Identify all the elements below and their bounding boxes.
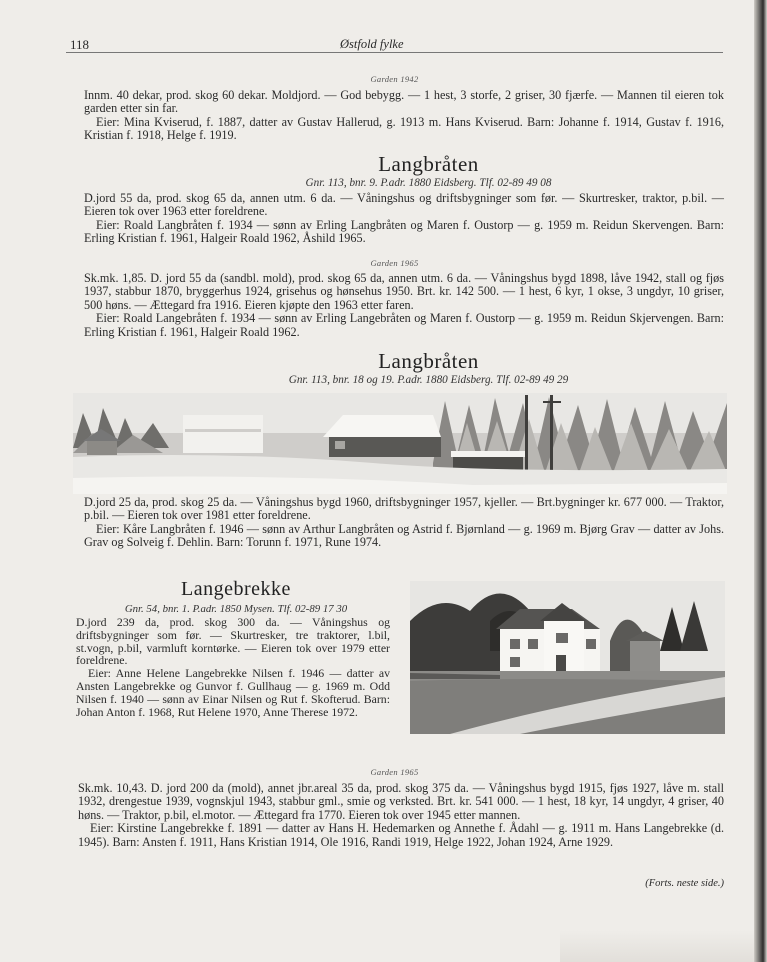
- page-edge-shadow: [560, 930, 754, 962]
- continued-note: (Forts. neste side.): [645, 878, 724, 889]
- paragraph: Innm. 40 dekar, prod. skog 60 dekar. Moldjord. — God bebygg. — 1 hest, 3 storfe, 2 griser, 30 fjærfe. — Mannen til eieren tok garden etter sin far.: [84, 88, 724, 116]
- paragraph: Sk.mk. 1,85. D. jord 55 da (sandbl. mold), prod. skog 65 da, annen utm. 6 da. — Våningshus bygd 1898, låve 1942, stall og fjøs 1937, stabbur 1870, bryggerhus 1924, grisehus og hønsehus 1950. Brt. kr. 142 500. — 1 hest, 6 kyr, 1 okse, 3 ungdyr, 10 griser, 500 høns. — Ættegard fra 1916. Eieren kjøpte den 1963 etter faren.: [84, 271, 724, 312]
- langbraten-2-text: [84, 496, 724, 550]
- photo-langbraten-winter: [73, 393, 727, 494]
- farm-title-langebrekke: Langebrekke: [181, 578, 291, 600]
- paragraph: Eier: Roald Langbråten f. 1934 — sønn av Erling Langbråten og Maren f. Oustorp — g. 1959 m. Reidun Skervengen. Barn: Erling Kristian f. 1961, Halgeir Roald 1962, Åshild 1965.: [84, 217, 724, 246]
- paragraph: Eier: Anne Helene Langebrekke Nilsen f. 1946 — datter av Ansten Langebrekke og Gunvor f. Gullhaug — g. 1969 m. Odd Nilsen f. 1940 — sønn av Einar Nilsen og Rut f. Skofterud. Barn: Johan Anton f. 1968, Rut Helene 1970, Anne Therese 1972.: [76, 666, 390, 719]
- caption-garden-1942: Garden 1942: [370, 74, 419, 84]
- running-title: Østfold fylke: [340, 37, 404, 51]
- paragraph: D.jord 25 da, prod. skog 25 da. — Våningshus bygd 1960, driftsbygninger 1957, kjeller. — Brt.bygninger kr. 677 000. — Traktor, p.bil. — Eieren tok over 1981 etter foreldrene.: [84, 495, 724, 523]
- paragraph: Eier: Mina Kviserud, f. 1887, datter av Gustav Hallerud, g. 1913 m. Hans Kviserud. Barn: Johanne f. 1914, Gustav f. 1916, Kristian f. 1918, Helge f. 1919.: [84, 114, 724, 143]
- paragraph: Eier: Roald Langebråten f. 1934 — sønn av Erling Langebråten og Maren f. Oustorp — g. 1959 m. Reidun Skjervengen. Barn: Erling Kristian f. 1961, Halgeir Roald 1962.: [84, 311, 724, 339]
- paragraph: D.jord 239 da, prod. skog 300 da. — Våningshus og driftsbygninger som før. — Skurtresker, tre traktorer, l.bil, st.vogn, p.bil, varmluft korntørke. — Eieren tok over 1979 etter foreldrene.: [76, 615, 390, 668]
- langebrekke-1965-text: [78, 782, 724, 849]
- farm-subtitle-langebrekke: Gnr. 54, bnr. 1. P.adr. 1850 Mysen. Tlf. 02-89 17 30: [124, 603, 348, 615]
- garden-1942-text: [84, 89, 724, 143]
- farm-subtitle-langbraten-2: Gnr. 113, bnr. 18 og 19. P.adr. 1880 Eidsberg. Tlf. 02-89 49 29: [288, 374, 569, 386]
- photo-langebrekke: [410, 581, 725, 734]
- caption-garden-1965: Garden 1965: [370, 258, 419, 268]
- book-spine: [754, 0, 767, 962]
- farm-title-langbraten-1: Langbråten: [378, 152, 479, 176]
- farm-title-langbraten-2: Langbråten: [378, 349, 479, 373]
- header-rule: [66, 52, 723, 53]
- page-number: 118: [70, 37, 90, 52]
- paragraph: Eier: Kåre Langbråten f. 1946 — sønn av Arthur Langbråten og Astrid f. Bjørnland — g. 1969 m. Bjørg Grav — datter av Johs. Grav og Solveig f. Dehlin. Barn: Torunn f. 1971, Rune 1974.: [84, 521, 724, 550]
- paragraph: Sk.mk. 10,43. D. jord 200 da (mold), annet jbr.areal 35 da, prod. skog 375 da. — Våningshus bygd 1915, fjøs 1927, låve m. stall 1932, drengestue 1939, vognskjul 1943, stabbur gml., smie og verksted. Brt. kr. 541 000. — 1 hest, 18 kyr, 14 ungdyr, 4 griser, 40 høns. — Traktor, p.bil, el.motor. — Ættegard fra 1770. Eieren tok over 1945 etter mannen.: [78, 781, 724, 822]
- caption-garden-1965-langebrekke: Garden 1965: [370, 767, 419, 777]
- farm-subtitle-langbraten-1: Gnr. 113, bnr. 9. P.adr. 1880 Eidsberg. Tlf. 02-89 49 08: [305, 177, 552, 189]
- langebrekke-text: [76, 616, 390, 718]
- langbraten-1-1965-text: [84, 272, 724, 339]
- paragraph: Eier: Kirstine Langebrekke f. 1891 — datter av Hans H. Hedemarken og Annethe f. Ådahl — g. 1911 m. Hans Langebrekke (d. 1945). Barn: Ansten f. 1911, Hans Kristian 1914, Ole 1916, Randi 1919, Helge 1922, Johan 1924, Arne 1929.: [78, 821, 724, 849]
- paragraph: D.jord 55 da, prod. skog 65 da, annen utm. 6 da. — Våningshus og driftsbygninger som før. — Skurtresker, traktor, p.bil. — Eieren tok over 1963 etter foreldrene.: [84, 191, 724, 219]
- langbraten-1-text: [84, 192, 724, 246]
